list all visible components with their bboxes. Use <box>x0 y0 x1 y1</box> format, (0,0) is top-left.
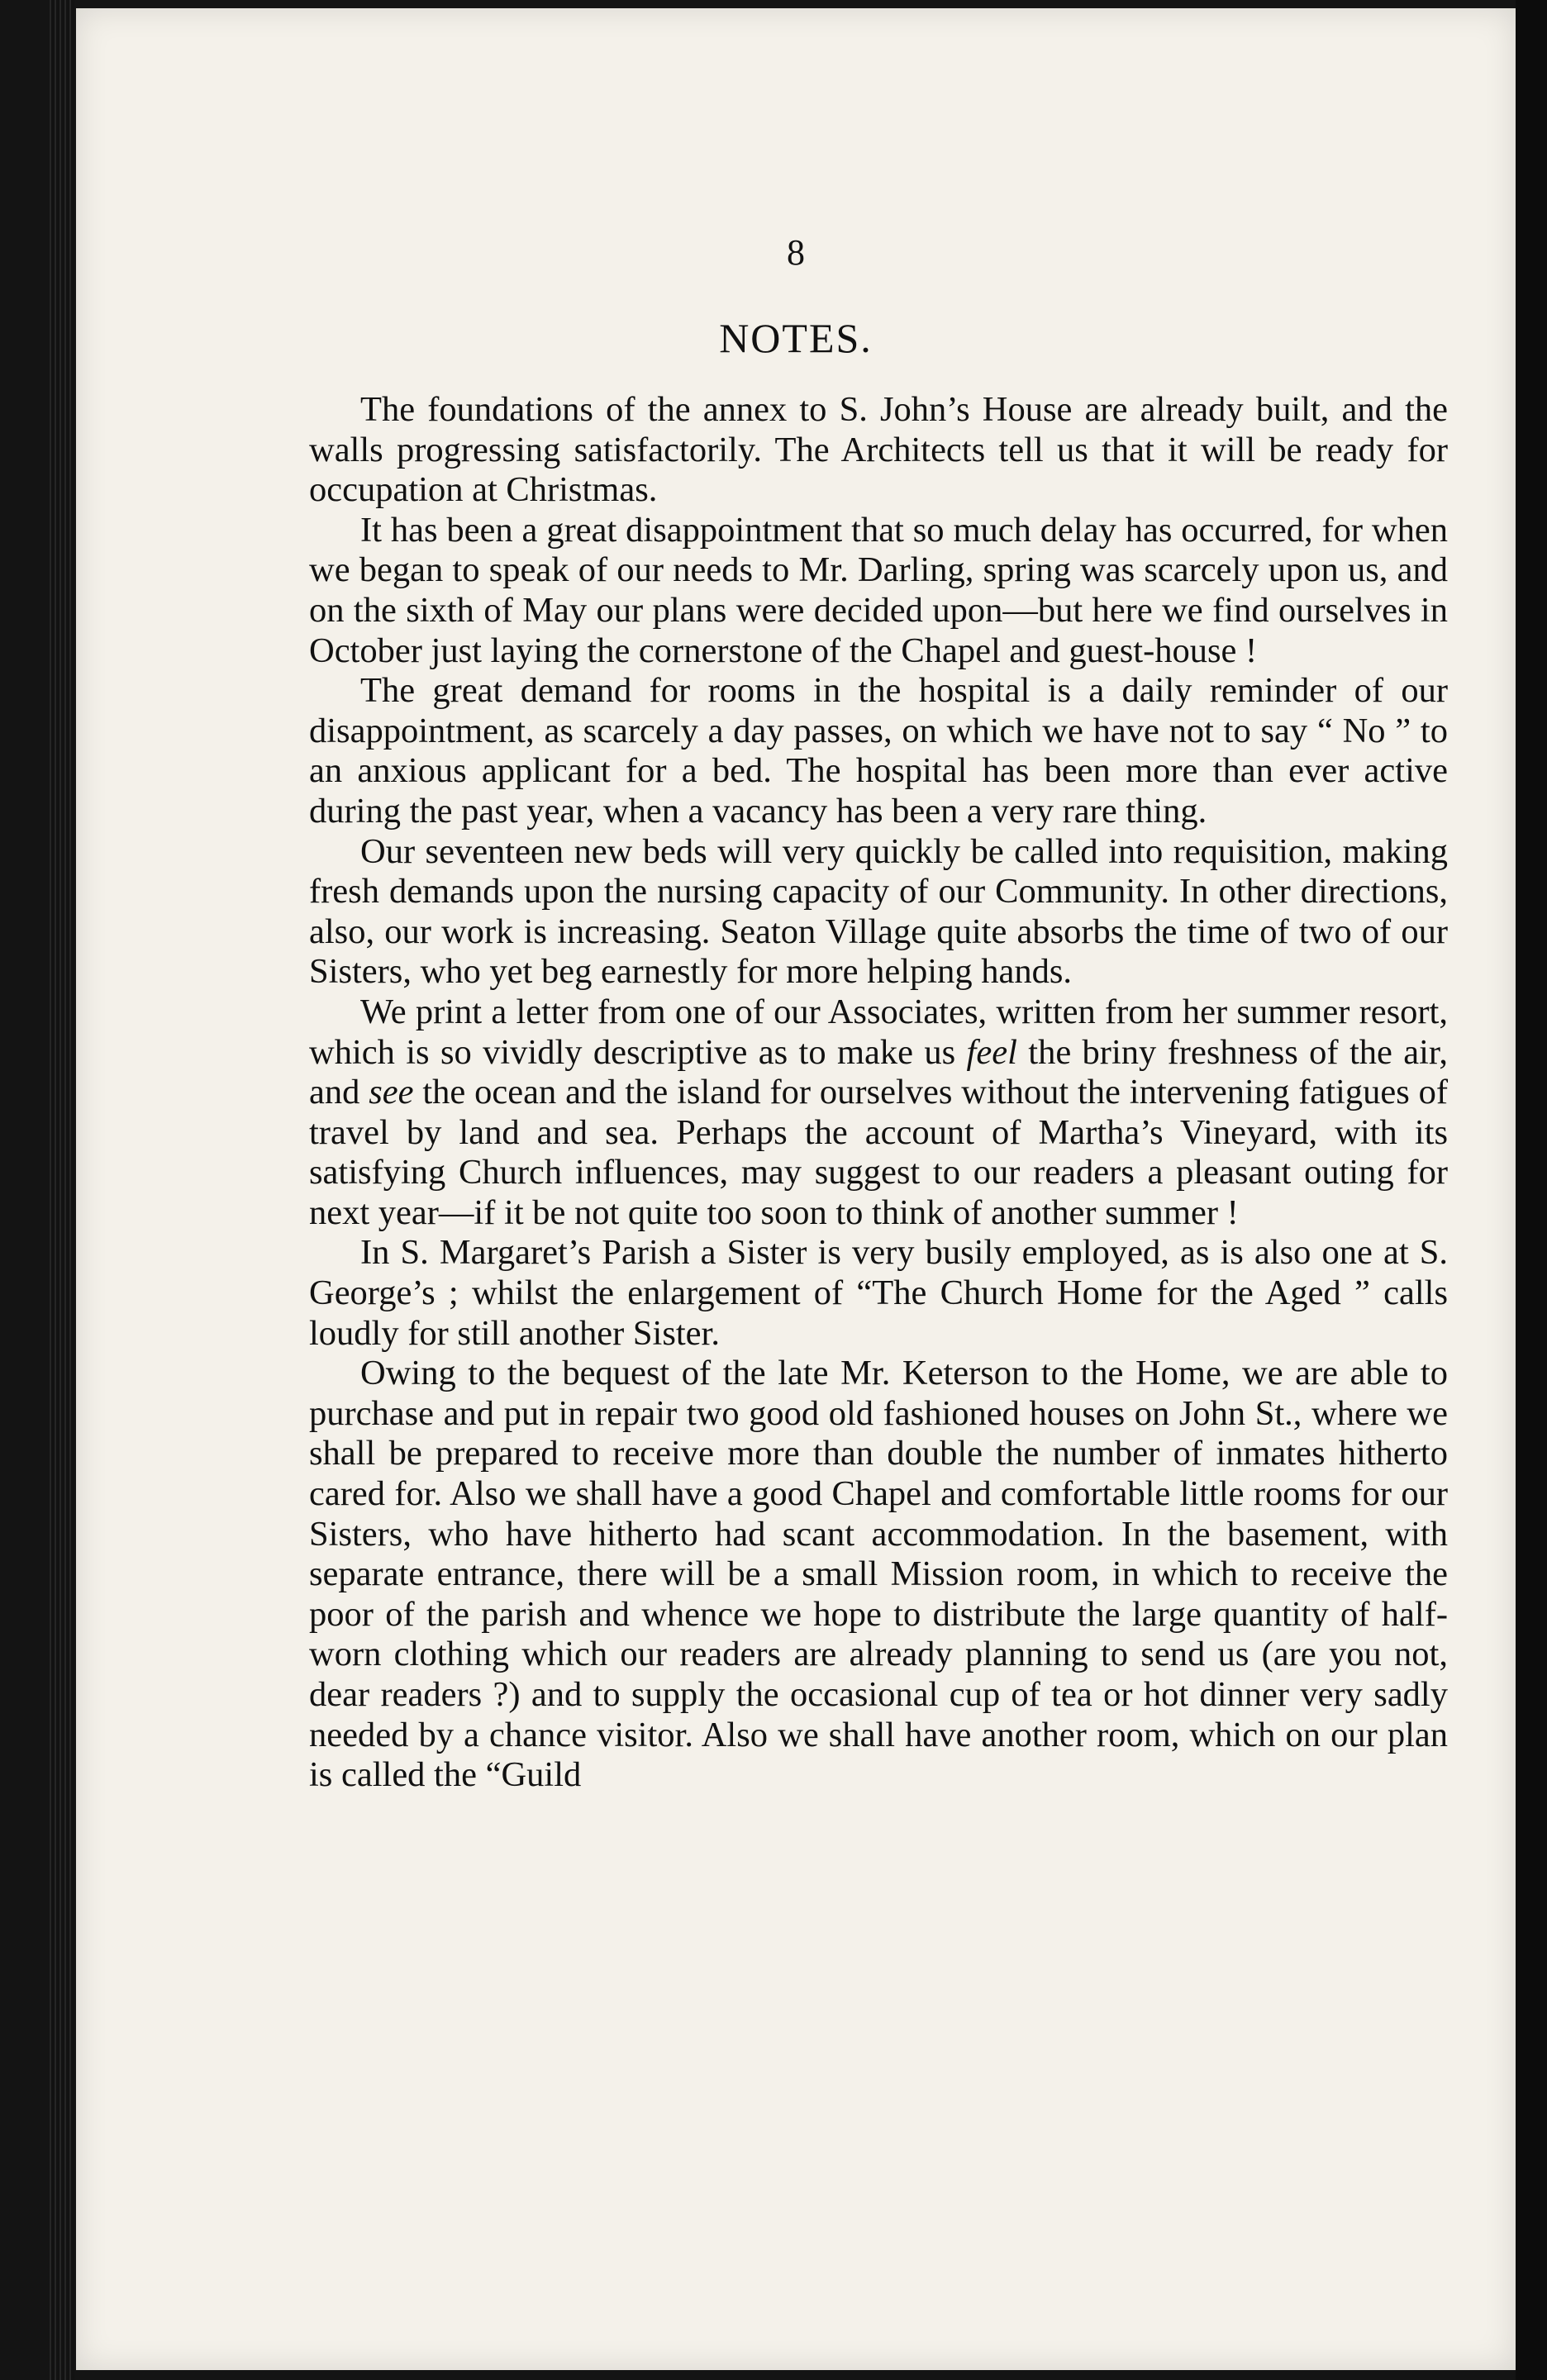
emphasis-text: feel <box>966 1032 1017 1072</box>
paragraph <box>309 511 1448 671</box>
paragraph-text: The great demand for rooms in the hospital is a daily reminder of our disappointment, as scarcely a day passes, on which we have not to say “ No ” to an anxious applicant for a bed. The hospital has been more than ever active during the past year, when a vacancy has been a very rare thing. <box>309 671 1448 831</box>
paragraph <box>309 390 1448 511</box>
paragraph-text: the ocean and the island for ourselves without the intervening fatigues of travel by land and sea. Perhaps the account of Martha’s Vineyard, with its satisfying Church influences, may suggest to our readers a pleasant outing for next year—if it be not quite too soon to think of another summer ! <box>309 1073 1448 1232</box>
paragraph-text: The foundations of the annex to S. John’s House are already built, and the walls progressing satisfactorily. The Architects tell us that it will be ready for occupation at Christmas. <box>309 390 1448 510</box>
paragraph-text: Owing to the bequest of the late Mr. Keterson to the Home, we are able to purchase and put in repair two good old fashioned houses on John St., where we shall be prepared to receive more than double the number of inmates hitherto cared for. Also we shall have a good Chapel and comfortable little rooms for our Sisters, who have hitherto had scant accommodation. In the basement, with separate entrance, there will be a small Mission room, in which to receive the poor of the parish and whence we hope to distribute the large quantity of half-worn clothing which our readers are already planning to send us (are you not, dear readers ?) and to supply the occasional cup of tea or hot dinner very sadly needed by a chance visitor. Also we shall have another room, which on our plan is called the “Guild <box>309 1354 1448 1795</box>
paragraph-text: It has been a great disappointment that so much delay has occurred, for when we began to speak of our needs to Mr. Darling, spring was scarcely upon us, and on the sixth of May our plans were decided upon—but here we find ourselves in October just laying the cornerstone of the Chapel and guest-house ! <box>309 510 1448 670</box>
paragraph-text: the briny freshness of the air, and <box>309 1032 1448 1112</box>
book-page <box>76 8 1516 2370</box>
paragraph <box>309 992 1448 1234</box>
paragraph-text: In S. Margaret’s Parish a Sister is very busily employed, as is also one at S. George’s ; whilst the enlargement of “The Church Home for the Aged ” calls loudly for still another Sister. <box>309 1233 1448 1353</box>
paragraph <box>309 1354 1448 1796</box>
paragraph-text: Our seventeen new beds will very quickly be called into requisition, making fresh demands upon the nursing capacity of our Community. In other directions, also, our work is increasing. Seaton Village quite absorbs the time of two of our Sisters, who yet beg earnestly for more helping hands. <box>309 831 1448 992</box>
paragraph <box>309 1233 1448 1354</box>
paragraph <box>309 832 1448 992</box>
body-text <box>309 390 1448 1796</box>
page-number: 8 <box>787 232 805 273</box>
section-heading: NOTES. <box>719 315 873 361</box>
paragraph-text: We print a letter from one of our Associates, written from her summer resort, which is so vividly descriptive as to make us <box>309 992 1448 1072</box>
book-gutter <box>50 0 74 2380</box>
paragraph <box>309 671 1448 831</box>
emphasis-text: see <box>369 1073 414 1112</box>
scan-edge <box>1516 0 1547 2380</box>
